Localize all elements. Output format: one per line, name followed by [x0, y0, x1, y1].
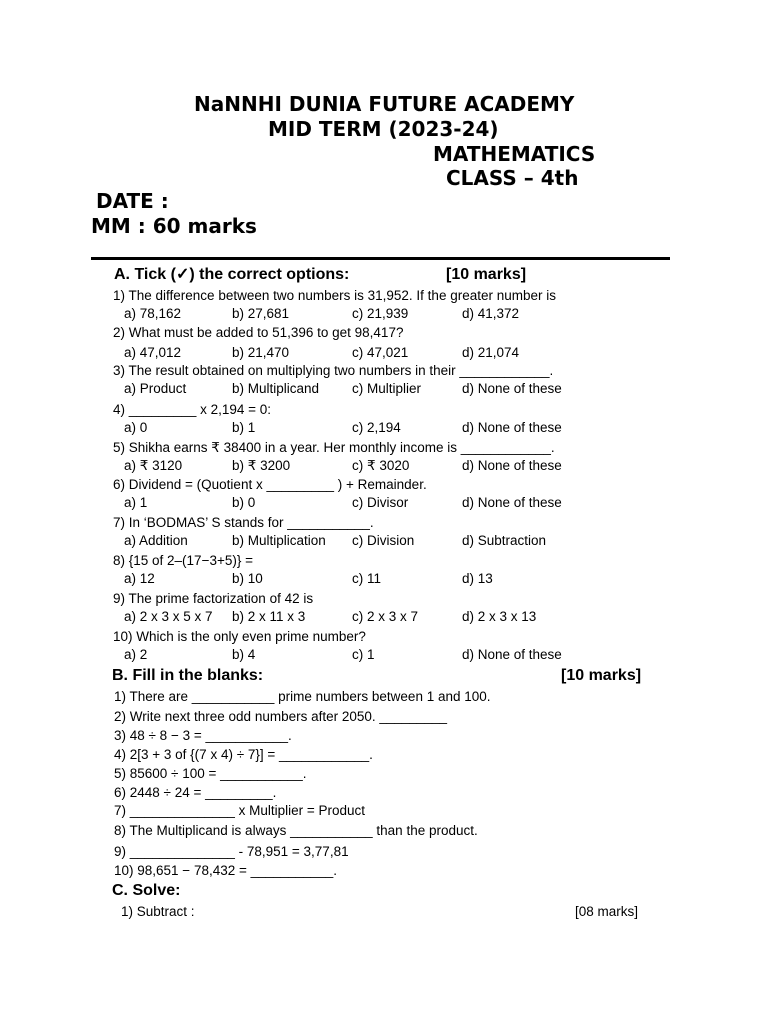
option-c: c) Multiplier — [352, 381, 422, 396]
option-d: d) 21,074 — [462, 345, 520, 360]
question-text: 7) In ‘BODMAS’ S stands for ___________. — [113, 515, 374, 530]
option-c: c) Division — [352, 533, 415, 548]
fill-blank-item: 9) ______________ - 78,951 = 3,77,81 — [114, 844, 349, 859]
option-d: d) Subtraction — [462, 533, 547, 548]
fill-blank-item: 10) 98,651 − 78,432 = ___________. — [114, 863, 337, 878]
question-text: 10) Which is the only even prime number? — [113, 629, 366, 644]
fill-blank-item: 5) 85600 ÷ 100 = ___________. — [114, 766, 307, 781]
section-a-marks: [10 marks] — [446, 266, 527, 283]
option-b: b) 21,470 — [232, 345, 290, 360]
class-title: CLASS – 4th — [446, 166, 579, 190]
fill-blank-item: 3) 48 ÷ 8 − 3 = ___________. — [114, 728, 292, 743]
question-text: 8) {15 of 2–(17−3+5)} = — [113, 553, 253, 568]
option-a: a) 78,162 — [124, 306, 182, 321]
max-marks: MM : 60 marks — [91, 214, 257, 238]
fill-blank-item: 7) ______________ x Multiplier = Product — [114, 803, 366, 818]
question-text: 2) What must be added to 51,396 to get 98,417? — [113, 325, 404, 340]
section-c-marks: [08 marks] — [575, 904, 639, 919]
option-a: a) Product — [124, 381, 187, 396]
section-c-title: C. Solve: — [112, 882, 181, 899]
option-d: d) None of these — [462, 420, 562, 435]
question-text: 6) Dividend = (Quotient x _________ ) + Remainder. — [113, 477, 427, 492]
question-text: 4) _________ x 2,194 = 0: — [113, 402, 272, 417]
option-c: c) 2,194 — [352, 420, 401, 435]
option-a: a) 47,012 — [124, 345, 182, 360]
option-b: b) 2 x 11 x 3 — [232, 609, 306, 624]
section-c-item: 1) Subtract : — [121, 904, 195, 919]
fill-blank-item: 2) Write next three odd numbers after 2050. _________ — [114, 709, 447, 724]
option-d: d) 13 — [462, 571, 493, 586]
option-d: d) None of these — [462, 458, 562, 473]
header-divider — [91, 257, 670, 260]
option-c: c) 2 x 3 x 7 — [352, 609, 419, 624]
question-text: 1) The difference between two numbers is 31,952. If the greater number is — [113, 288, 557, 303]
option-a: a) 12 — [124, 571, 155, 586]
fill-blank-item: 8) The Multiplicand is always ___________ than the product. — [114, 823, 478, 838]
fill-blank-item: 1) There are ___________ prime numbers between 1 and 100. — [114, 689, 491, 704]
question-text: 5) Shikha earns ₹ 38400 in a year. Her monthly income is ____________. — [113, 440, 555, 455]
option-b: b) ₹ 3200 — [232, 458, 291, 473]
option-a: a) 2 — [124, 647, 148, 662]
option-b: b) Multiplication — [232, 533, 326, 548]
option-c: c) 11 — [352, 571, 382, 586]
section-b-marks: [10 marks] — [561, 667, 642, 684]
option-a: a) 2 x 3 x 5 x 7 — [124, 609, 213, 624]
option-c: c) Divisor — [352, 495, 409, 510]
option-c: c) ₹ 3020 — [352, 458, 410, 473]
option-a: a) ₹ 3120 — [124, 458, 183, 473]
option-d: d) 2 x 3 x 13 — [462, 609, 537, 624]
question-text: 9) The prime factorization of 42 is — [113, 591, 314, 606]
option-a: a) 1 — [124, 495, 148, 510]
option-d: d) None of these — [462, 381, 562, 396]
fill-blank-item: 6) 2448 ÷ 24 = _________. — [114, 785, 277, 800]
option-b: b) Multiplicand — [232, 381, 320, 396]
school-name: NaNNHI DUNIA FUTURE ACADEMY — [194, 92, 575, 116]
option-a: a) Addition — [124, 533, 188, 548]
option-b: b) 4 — [232, 647, 256, 662]
date-label: DATE : — [96, 189, 169, 213]
option-c: c) 1 — [352, 647, 375, 662]
option-b: b) 0 — [232, 495, 256, 510]
section-a-title: A. Tick (✓) the correct options: — [114, 266, 350, 283]
fill-blank-item: 4) 2[3 + 3 of {(7 x 4) ÷ 7}] = ____________. — [114, 747, 373, 762]
option-c: c) 21,939 — [352, 306, 409, 321]
exam-title: MID TERM (2023-24) — [268, 117, 499, 141]
option-c: c) 47,021 — [352, 345, 409, 360]
option-d: d) None of these — [462, 647, 562, 662]
section-b-title: B. Fill in the blanks: — [112, 667, 264, 684]
option-b: b) 10 — [232, 571, 263, 586]
option-d: d) None of these — [462, 495, 562, 510]
question-text: 3) The result obtained on multiplying two numbers in their ____________. — [113, 363, 554, 378]
option-b: b) 1 — [232, 420, 256, 435]
option-d: d) 41,372 — [462, 306, 520, 321]
subject-title: MATHEMATICS — [433, 142, 596, 166]
option-a: a) 0 — [124, 420, 148, 435]
option-b: b) 27,681 — [232, 306, 290, 321]
